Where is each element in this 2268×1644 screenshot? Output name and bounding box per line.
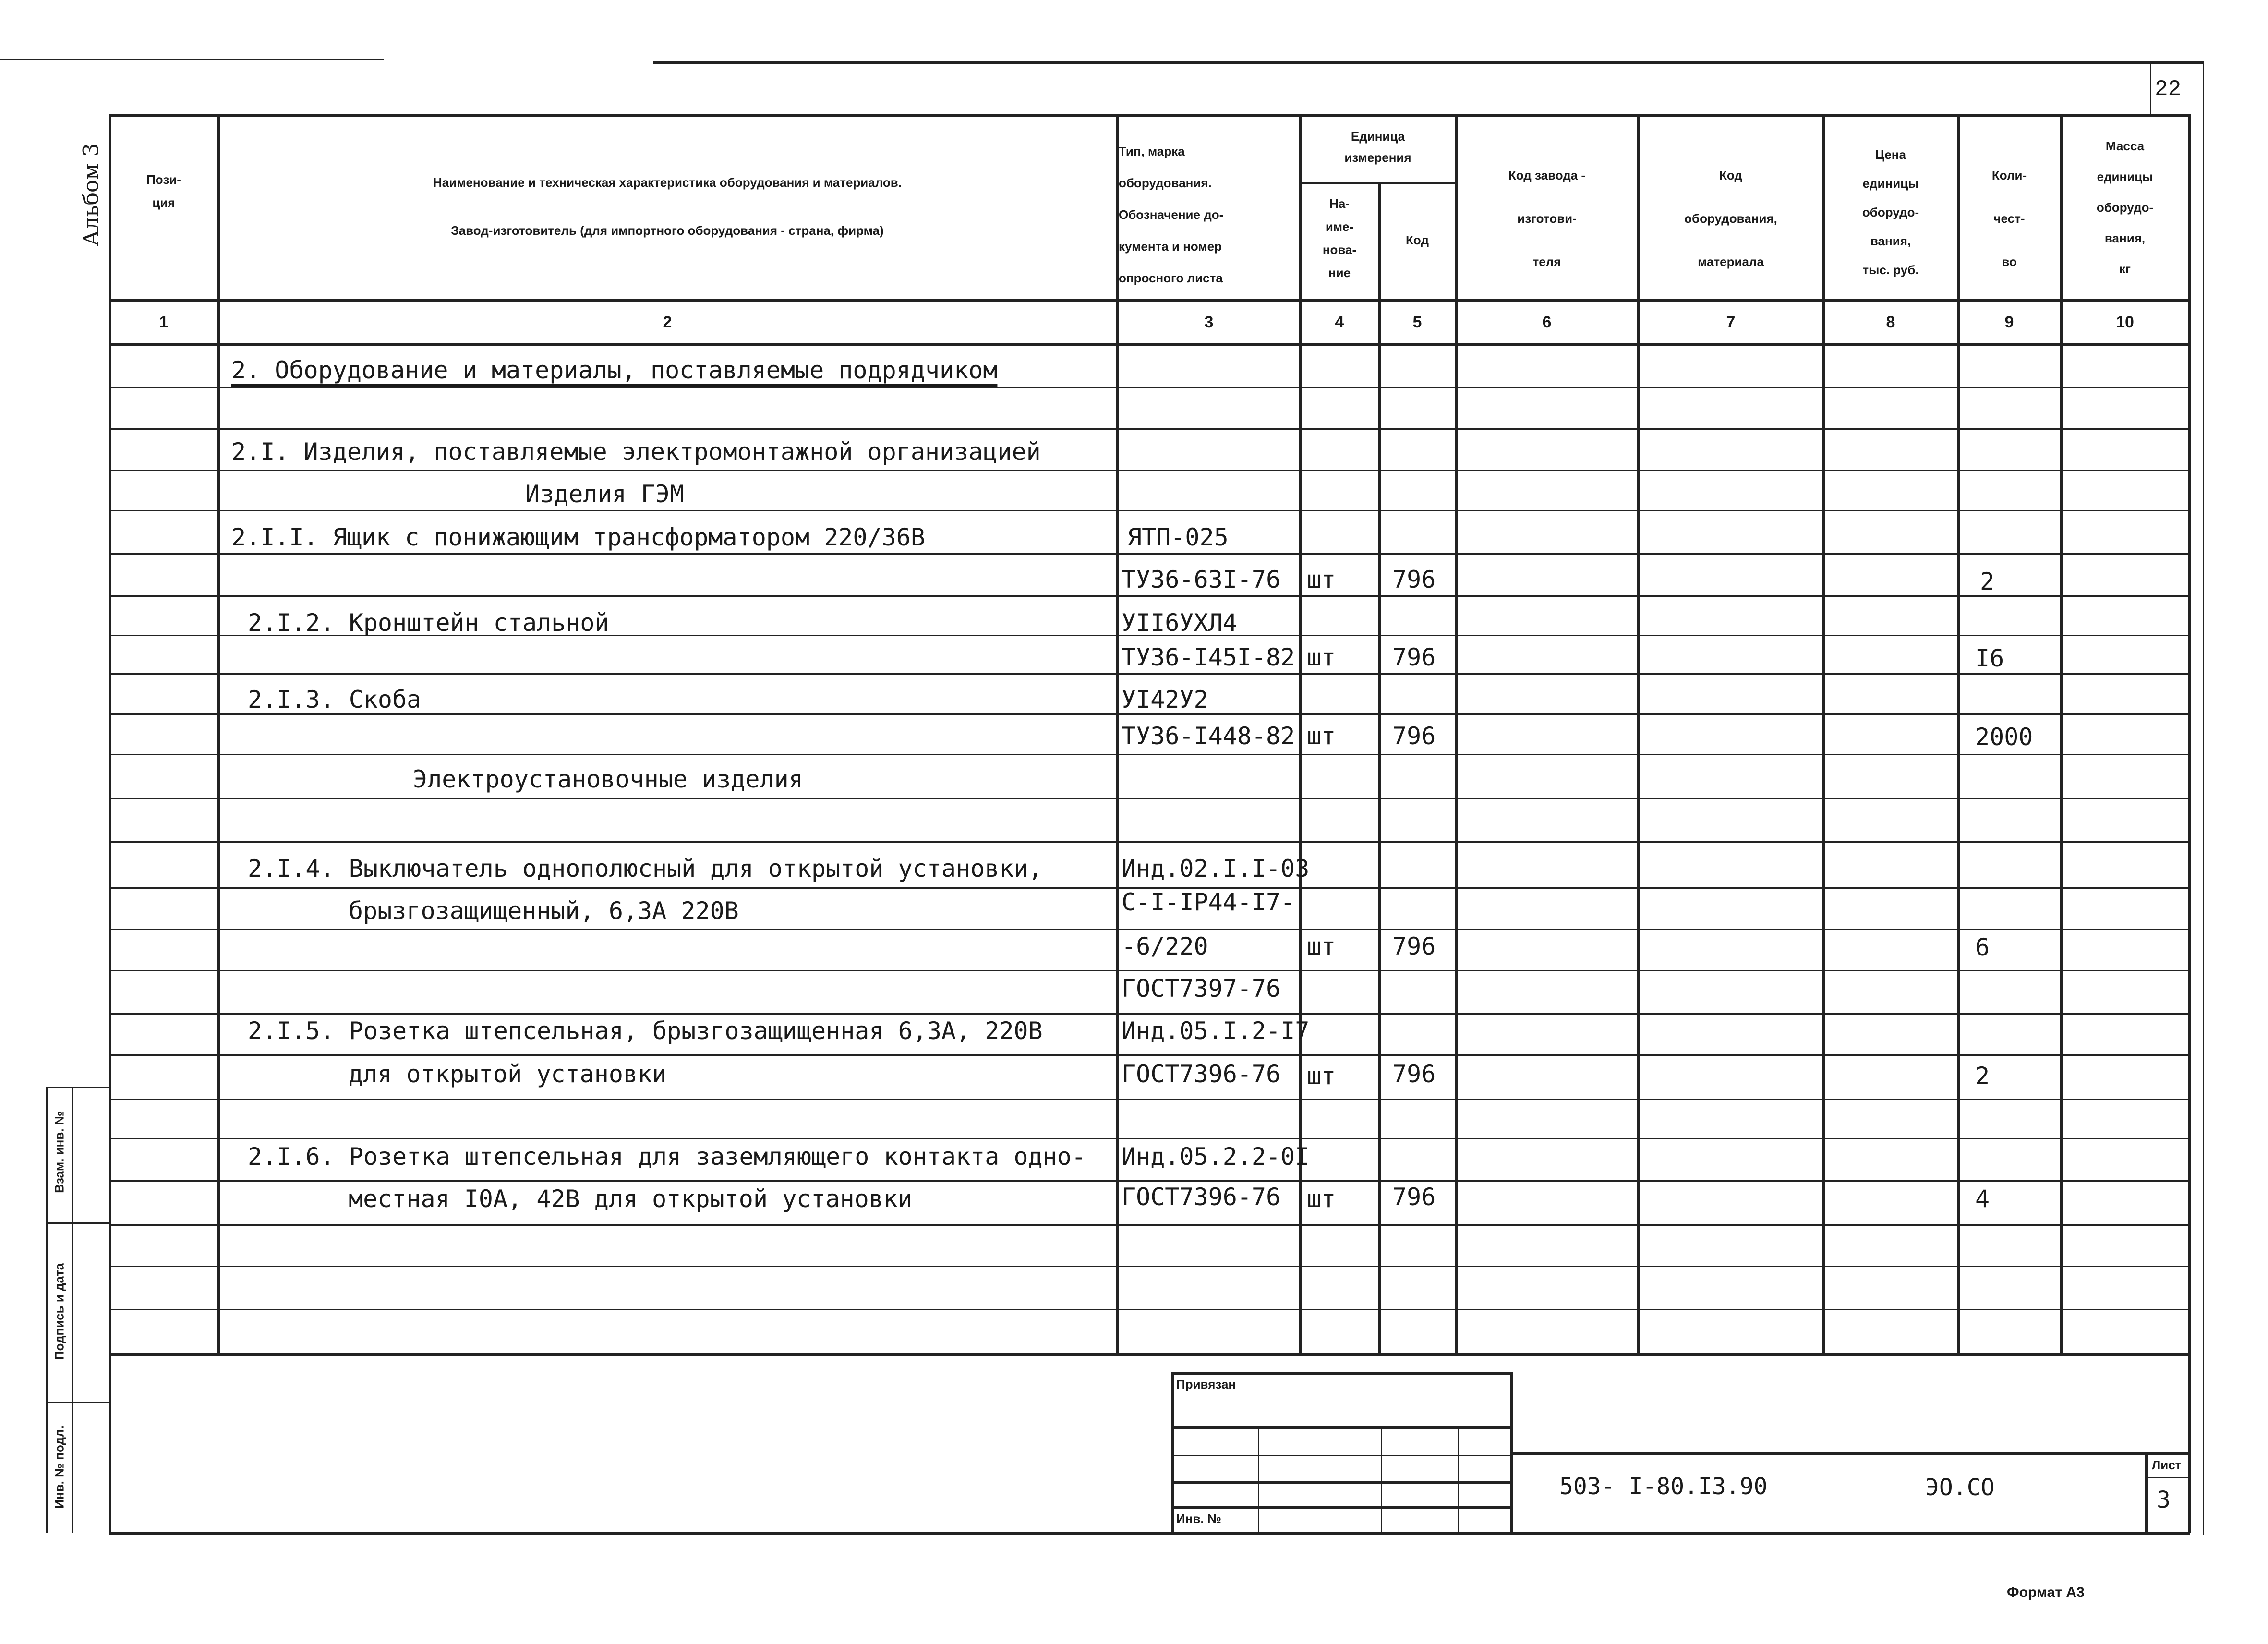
header-col10: Масса единицы оборудо- вания, кг [2096,139,2154,276]
row-separator [109,595,2190,597]
table-top-line [109,114,2190,117]
header-col6: Код завода - изготови- теля [1508,168,1586,269]
col-divider-7 [1822,114,1825,1353]
subsection-heading: 2.I. Изделия, поставляемые электромонтажной организацией [231,438,1041,466]
colnum-8: 8 [1886,313,1895,331]
header-col2: Наименование и техническая характеристика оборудования и материалов. Завод-изготовитель (для импортного оборудования - страна, фирма) [433,175,902,238]
row-separator [109,1054,2190,1056]
row-separator [109,1013,2190,1015]
colnum-4: 4 [1335,313,1344,331]
header-col7: Код оборудования, материала [1684,168,1777,269]
row-separator [109,1224,2190,1226]
item-2-1-4-name-cont: брызгозащищенный, 6,3А 220В [349,897,739,925]
top-border-right [653,61,2204,64]
row-separator [109,1138,2190,1139]
item-2-1-5-name-cont: для открытой установки [349,1060,667,1088]
col-divider-8 [1957,114,1960,1353]
table-bottom-line [109,1353,2190,1356]
section-heading: 2. Оборудование и материалы, поставляемые подрядчиком [231,356,998,384]
item-2-1-3-doc: ТУ36-I448-82 [1122,722,1295,750]
group-heading-electro: Электроустановочные изделия [413,765,803,793]
title-block-row2 [1171,1455,1511,1456]
item-2-1-4-type-cont: С-I-IР44-I7- [1122,888,1295,916]
title-block-col3 [1458,1426,1459,1533]
row-separator [109,387,2190,388]
header-col1: Пози- ция [146,172,181,210]
sheet-number: 3 [2157,1487,2171,1513]
header-col8: Цена единицы оборудо- вания, тыс. руб. [1862,147,1919,277]
item-2-1-1-type: ЯТП-025 [1127,523,1229,551]
row-separator [109,841,2190,843]
title-block-col2 [1381,1426,1382,1533]
item-2-1-3-qty: 2000 [1975,723,2033,751]
item-2-1-4-doc: ГОСТ7397-76 [1122,975,1281,1003]
item-2-1-4-qty: 6 [1975,933,1990,961]
item-2-1-5-type: Инд.05.I.2-I7 [1122,1017,1310,1045]
item-2-1-2-unit: шт [1307,643,1336,671]
item-2-1-1-qty: 2 [1980,568,1995,595]
item-2-1-4-name: 2.I.4. Выключатель однополюсный для открытой установки, [248,855,1043,882]
colnum-3: 3 [1204,313,1214,331]
row-separator [109,1180,2190,1182]
col-divider-5 [1455,114,1458,1353]
colnum-10: 10 [2116,313,2134,331]
colnum-9: 9 [2004,313,2014,331]
col-divider-9 [2060,114,2063,1353]
item-2-1-2-qty: I6 [1975,644,2004,672]
row-separator [109,470,2190,471]
item-2-1-2-code: 796 [1392,643,1436,671]
side-stamp-inner [72,1087,73,1533]
colnum-2: 2 [663,313,672,331]
item-2-1-1-name: 2.I.I. Ящик с понижающим трансформатором 220/36В [231,523,925,551]
colnum-6: 6 [1542,313,1552,331]
row-separator [109,1266,2190,1267]
col-divider-4 [1378,182,1381,1353]
item-2-1-6-name: 2.I.6. Розетка штепсельная для заземляющего контакта одно- [248,1143,1086,1171]
stamp-vzam-inv: Взам. инв. № [52,1111,67,1193]
col-divider-2 [1116,114,1119,1353]
item-2-1-5-code: 796 [1392,1060,1436,1088]
item-2-1-2-doc: ТУ36-I45I-82 [1122,643,1295,671]
colnum-5: 5 [1412,313,1422,331]
item-2-1-6-type: Инд.05.2.2-0I [1122,1143,1310,1171]
group-heading-gem: Изделия ГЭМ [525,480,685,508]
item-2-1-6-name-cont: местная I0А, 42В для открытой установки [349,1185,912,1213]
row-separator [109,1309,2190,1310]
item-2-1-5-name: 2.I.5. Розетка штепсельная, брызгозащищенная 6,3А, 220В [248,1017,1043,1045]
item-2-1-3-unit: шт [1307,722,1336,750]
item-2-1-5-qty: 2 [1975,1062,1990,1090]
format-label: Формат А3 [2007,1584,2085,1600]
row-separator [109,713,2190,715]
item-2-1-2-type: УII6УХЛ4 [1122,609,1237,637]
right-frame-line [2203,61,2204,1535]
title-block-col1 [1258,1426,1259,1533]
title-block-row1 [1171,1426,1511,1429]
row-separator [109,1099,2190,1100]
title-block-row4 [1171,1506,1511,1509]
stamp-inv-podl: Инв. № подл. [52,1426,67,1509]
header-col4: На- имe- нова- ние [1322,196,1357,280]
item-2-1-4-unit: шт [1307,932,1336,960]
row-separator [109,970,2190,971]
page-number-box-left [2150,61,2151,115]
section-code: ЭО.СО [1925,1474,1995,1501]
item-2-1-3-type: УI42У2 [1122,686,1208,713]
item-2-1-1-code: 796 [1392,566,1436,593]
title-block-row3 [1171,1481,1511,1484]
colnum-1: 1 [159,313,169,331]
page-number: 22 [2155,77,2182,102]
top-border-left [0,59,384,60]
item-2-1-6-unit: шт [1307,1185,1336,1213]
row-separator [109,798,2190,799]
header-col3: Тип, марка оборудования. Обозначение до- кумента и номер опросного листа [1119,144,1224,285]
side-stamp-div1 [46,1222,109,1224]
header-col9: Коли- чест- во [1991,168,2027,269]
row-separator [109,754,2190,755]
item-2-1-5-unit: шт [1307,1062,1336,1090]
item-2-1-5-doc: ГОСТ7396-76 [1122,1060,1281,1088]
sheet-box-left [2145,1452,2148,1533]
col-divider-6 [1637,114,1640,1353]
row-separator [109,929,2190,930]
item-2-1-1-doc: ТУ36-63I-76 [1122,566,1281,593]
item-2-1-2-name: 2.I.2. Кронштейн стальной [248,609,609,637]
album-label: Альбом 3 [79,143,104,246]
row-separator [109,428,2190,430]
inv-no-label: Инв. № [1176,1511,1221,1526]
header-col5: Код [1406,233,1429,247]
sheet-box-divider [2145,1477,2188,1478]
frame-right-line [2188,114,2191,1533]
item-2-1-6-qty: 4 [1975,1185,1990,1213]
row-separator [109,510,2190,511]
item-2-1-4-code: 796 [1392,932,1436,960]
title-block-doc-top [1510,1452,2188,1455]
unit-group-divider [1299,182,1455,184]
sheet-label: Лист [2152,1458,2182,1472]
item-2-1-4-type-cont2: -6/220 [1122,932,1208,960]
item-2-1-4-type: Инд.02.I.I-03 [1122,855,1310,882]
item-2-1-1-unit: шт [1307,566,1336,593]
stamp-podpis-data: Подпись и дата [52,1263,67,1360]
item-2-1-3-code: 796 [1392,722,1436,750]
col-divider-1 [217,114,220,1353]
frame-bottom-line [109,1532,2190,1535]
side-stamp-outer [46,1087,48,1533]
item-2-1-3-name: 2.I.3. Скоба [248,686,422,713]
colnum-7: 7 [1726,313,1736,331]
document-code: 503- I-80.I3.90 [1559,1473,1768,1500]
row-separator [109,673,2190,675]
item-2-1-6-code: 796 [1392,1183,1436,1211]
row-separator [109,553,2190,555]
item-2-1-6-doc: ГОСТ7396-76 [1122,1183,1281,1211]
header-unit-group: Единица измерения [1344,129,1411,165]
title-block-left [1171,1372,1174,1533]
colnum-bottom-line [109,343,2190,346]
privyazan-label: Привязан [1176,1377,1236,1391]
title-block-top [1171,1372,1511,1375]
